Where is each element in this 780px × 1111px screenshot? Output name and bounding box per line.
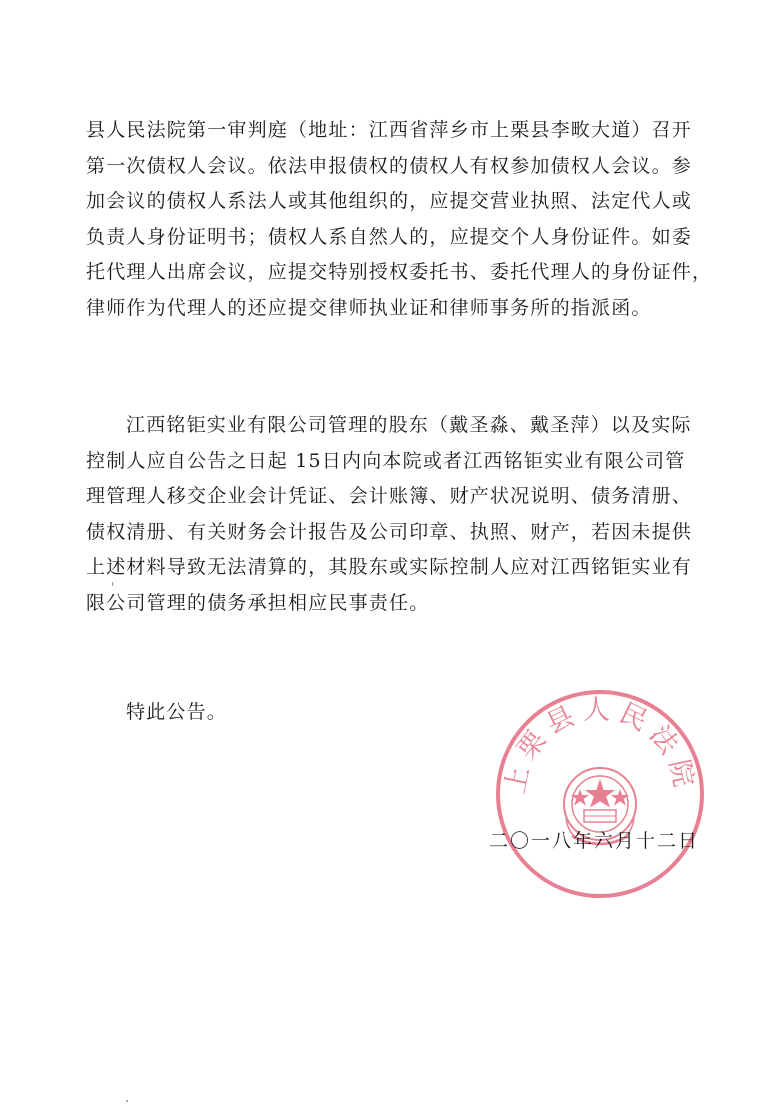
text-line: 加会议的债权人系法人或其他组织的，应提交营业执照、法定代人或 [86, 190, 693, 213]
svg-text:上栗县人民法院: 上栗县人民法院 [499, 695, 701, 797]
text-line: 负责人身份证明书；债权人系自然人的，应提交个人身份证件。如委 [86, 225, 693, 248]
text-line: 律师作为代理人的还应提交律师执业证和律师事务所的指派函。 [86, 296, 652, 319]
text-line: 控制人应自公告之日起 15日内向本院或者江西铭钜实业有限公司管 [86, 449, 686, 472]
text-line: 县人民法院第一审判庭（地址：江西省萍乡市上栗县李畋大道）召开 [86, 119, 693, 141]
text-line: 托代理人出席会议，应提交特别授权委托书、委托代理人的身份证件， [86, 261, 713, 284]
paragraph-meeting-notice [86, 113, 713, 327]
text-line: 第一次债权人会议。依法申报债权的债权人有权参加债权人会议。参 [86, 154, 693, 177]
scan-speck [126, 1100, 128, 1102]
scan-speck [112, 582, 113, 586]
paragraph-shareholder-obligation [86, 408, 696, 622]
text-line: 限公司管理的债务承担相应民事责任。 [86, 591, 430, 614]
text-line: 理管理人移交企业会计凭证、会计账簿、财产状况说明、债务清册、 [86, 485, 693, 508]
announcement-date: 二〇一八年六月十二日 [489, 830, 700, 852]
text-line: 上述材料导致无法清算的，其股东或实际控制人应对江西铭钜实业有 [86, 556, 693, 579]
court-seal-stamp [492, 686, 708, 902]
text-line: 特此公告。 [126, 701, 228, 723]
text-line: 债权清册、有关财务会计报告及公司印章、执照、财产，若因未提供 [86, 520, 693, 543]
text-line: 江西铭钜实业有限公司管理的股东（戴圣淼、戴圣萍）以及实际 [126, 414, 692, 436]
